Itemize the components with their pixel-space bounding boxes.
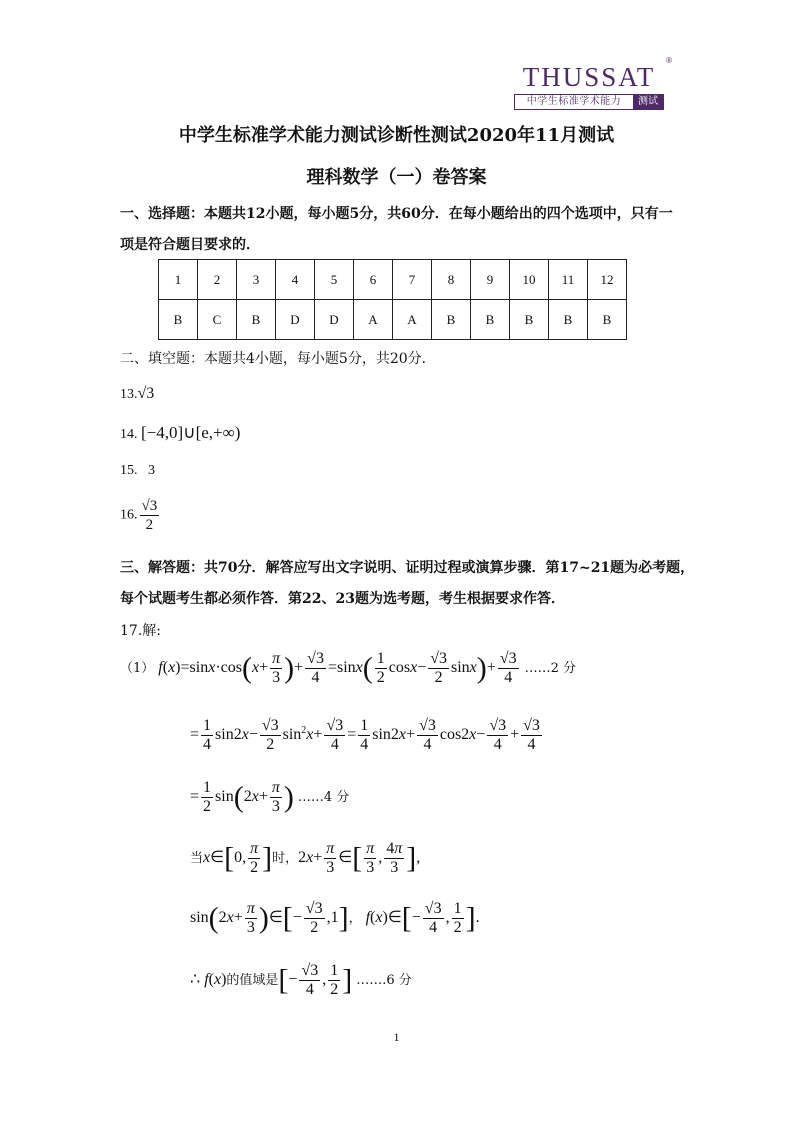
solution-line-6: ∴ f(x)的值域是[− $\frac{√3}{4}$ , $\frac{1}{2}$ ] …….6 分 — [190, 962, 412, 998]
part1-label: （1） — [120, 661, 155, 677]
answer-13 — [120, 385, 154, 403]
score-2: ……2 分 — [524, 661, 576, 677]
solution-line-2: = $\frac{1}{4}$ sin2x− $\frac{√3}{2}$ $\sin^2x+$ $\frac{√3}{4}$ = $\frac{1}{4}$ sin2x+ $\frac{√3}{4}$ cos2x− $\frac{√3}{4}$ + $\frac{√3}{4}$ — [190, 717, 540, 753]
solution-line-1: （1） f(x)=sinx·cos(x+ $\frac{\pi}{3}$ )+ $\frac{√3}{4}$ =sinx( $\frac{1}{2}$ cosx− $\frac{√3}{2}$ sinx)+ $\frac{√3}{4}$ ……2 分 — [120, 650, 576, 686]
section2-heading: 二、填空题：本题共4小题，每小题5分，共20分． — [120, 351, 436, 367]
score-6: …….6 分 — [356, 973, 412, 989]
registered-mark: ® — [666, 56, 672, 65]
question-number-cell: 10 — [510, 260, 549, 300]
answer-cell: D — [276, 300, 315, 340]
logo-tagline-bar — [514, 94, 664, 110]
answer-16 — [120, 497, 161, 534]
answer-cell: B — [549, 300, 588, 340]
q16-denominator: 2 — [145, 517, 154, 533]
q14-answer: [−4,0]∪[e,+∞) — [141, 423, 241, 442]
comma-sep: ， — [348, 911, 362, 927]
logo-brand: THUSSAT — [522, 62, 656, 92]
q15-answer: 3 — [148, 463, 155, 478]
shi-label: 时， — [272, 851, 299, 867]
answer-table-row-numbers — [159, 260, 627, 300]
question-number-cell: 3 — [237, 260, 276, 300]
q15-label: 15. — [120, 463, 138, 478]
answer-cell: B — [510, 300, 549, 340]
question-number-cell: 4 — [276, 260, 315, 300]
section3-heading-line1: 三、解答题：共70分．解答应写出文字说明、证明过程或演算步骤．第17~21题为必考题， — [120, 560, 695, 576]
answer-cell: D — [315, 300, 354, 340]
solution-line-4: 当x∈[0, $\frac{\pi}{2}$ ]时，2x+ $\frac{\pi}{3}$ ∈[ $\frac{\pi}{3}$ , $\frac{4\pi}{3}$ ], — [190, 840, 421, 876]
document-subtitle: 理科数学（一）卷答案 — [306, 167, 487, 188]
solution-line-3: = $\frac{1}{2}$ sin(2x+ $\frac{\pi}{3}$ ) ……4 分 — [190, 779, 350, 815]
answer-cell: B — [159, 300, 198, 340]
question-number-cell: 7 — [393, 260, 432, 300]
score-4: ……4 分 — [297, 790, 350, 806]
answer-cell: B — [237, 300, 276, 340]
logo-tagline-box: 测试 — [633, 95, 663, 109]
answer-cell: A — [354, 300, 393, 340]
document-title: 中学生标准学术能力测试诊断性测试2020年11月测试 — [178, 125, 615, 146]
answer-14 — [120, 423, 240, 443]
answer-table-row-answers — [159, 300, 627, 340]
answer-cell: C — [198, 300, 237, 340]
page-number: 1 — [393, 1030, 400, 1044]
q17-label: 17.解: — [120, 623, 161, 639]
question-number-cell: 9 — [471, 260, 510, 300]
q13-label: 13. — [120, 387, 138, 402]
question-number-cell: 12 — [588, 260, 627, 300]
range-label: 的值域是 — [226, 973, 279, 989]
q13-answer: √3 — [137, 385, 155, 402]
question-number-cell: 5 — [315, 260, 354, 300]
q16-label: 16. — [120, 507, 138, 523]
answer-15 — [120, 463, 155, 479]
q14-label: 14. — [120, 427, 138, 442]
solution-line-5: sin(2x+ $\frac{\pi}{3}$ )∈[− $\frac{√3}{2}$ ,1]， f(x)∈[− $\frac{√3}{4}$ , $\frac{1}{2}$ ]. — [190, 900, 480, 936]
answer-cell: B — [471, 300, 510, 340]
question-number-cell: 1 — [159, 260, 198, 300]
section1-heading-line2: 项是符合题目要求的． — [120, 237, 260, 253]
question-number-cell: 11 — [549, 260, 588, 300]
question-number-cell: 6 — [354, 260, 393, 300]
question-number-cell: 2 — [198, 260, 237, 300]
question-number-cell: 8 — [432, 260, 471, 300]
thussat-logo — [514, 56, 672, 112]
answer-cell: A — [393, 300, 432, 340]
answer-cell: B — [588, 300, 627, 340]
when-label: 当 — [190, 851, 204, 867]
answer-table — [158, 259, 627, 340]
answer-cell: B — [432, 300, 471, 340]
q16-numerator: √3 — [141, 498, 158, 514]
section1-heading-line1: 一、选择题：本题共12小题，每小题5分，共60分．在每小题给出的四个选项中，只有一 — [120, 206, 673, 222]
logo-tagline: 中学生标准学术能力 — [526, 96, 622, 107]
section3-heading-line2: 每个试题考生都必须作答．第22、23题为选考题，考生根据要求作答． — [120, 591, 565, 607]
